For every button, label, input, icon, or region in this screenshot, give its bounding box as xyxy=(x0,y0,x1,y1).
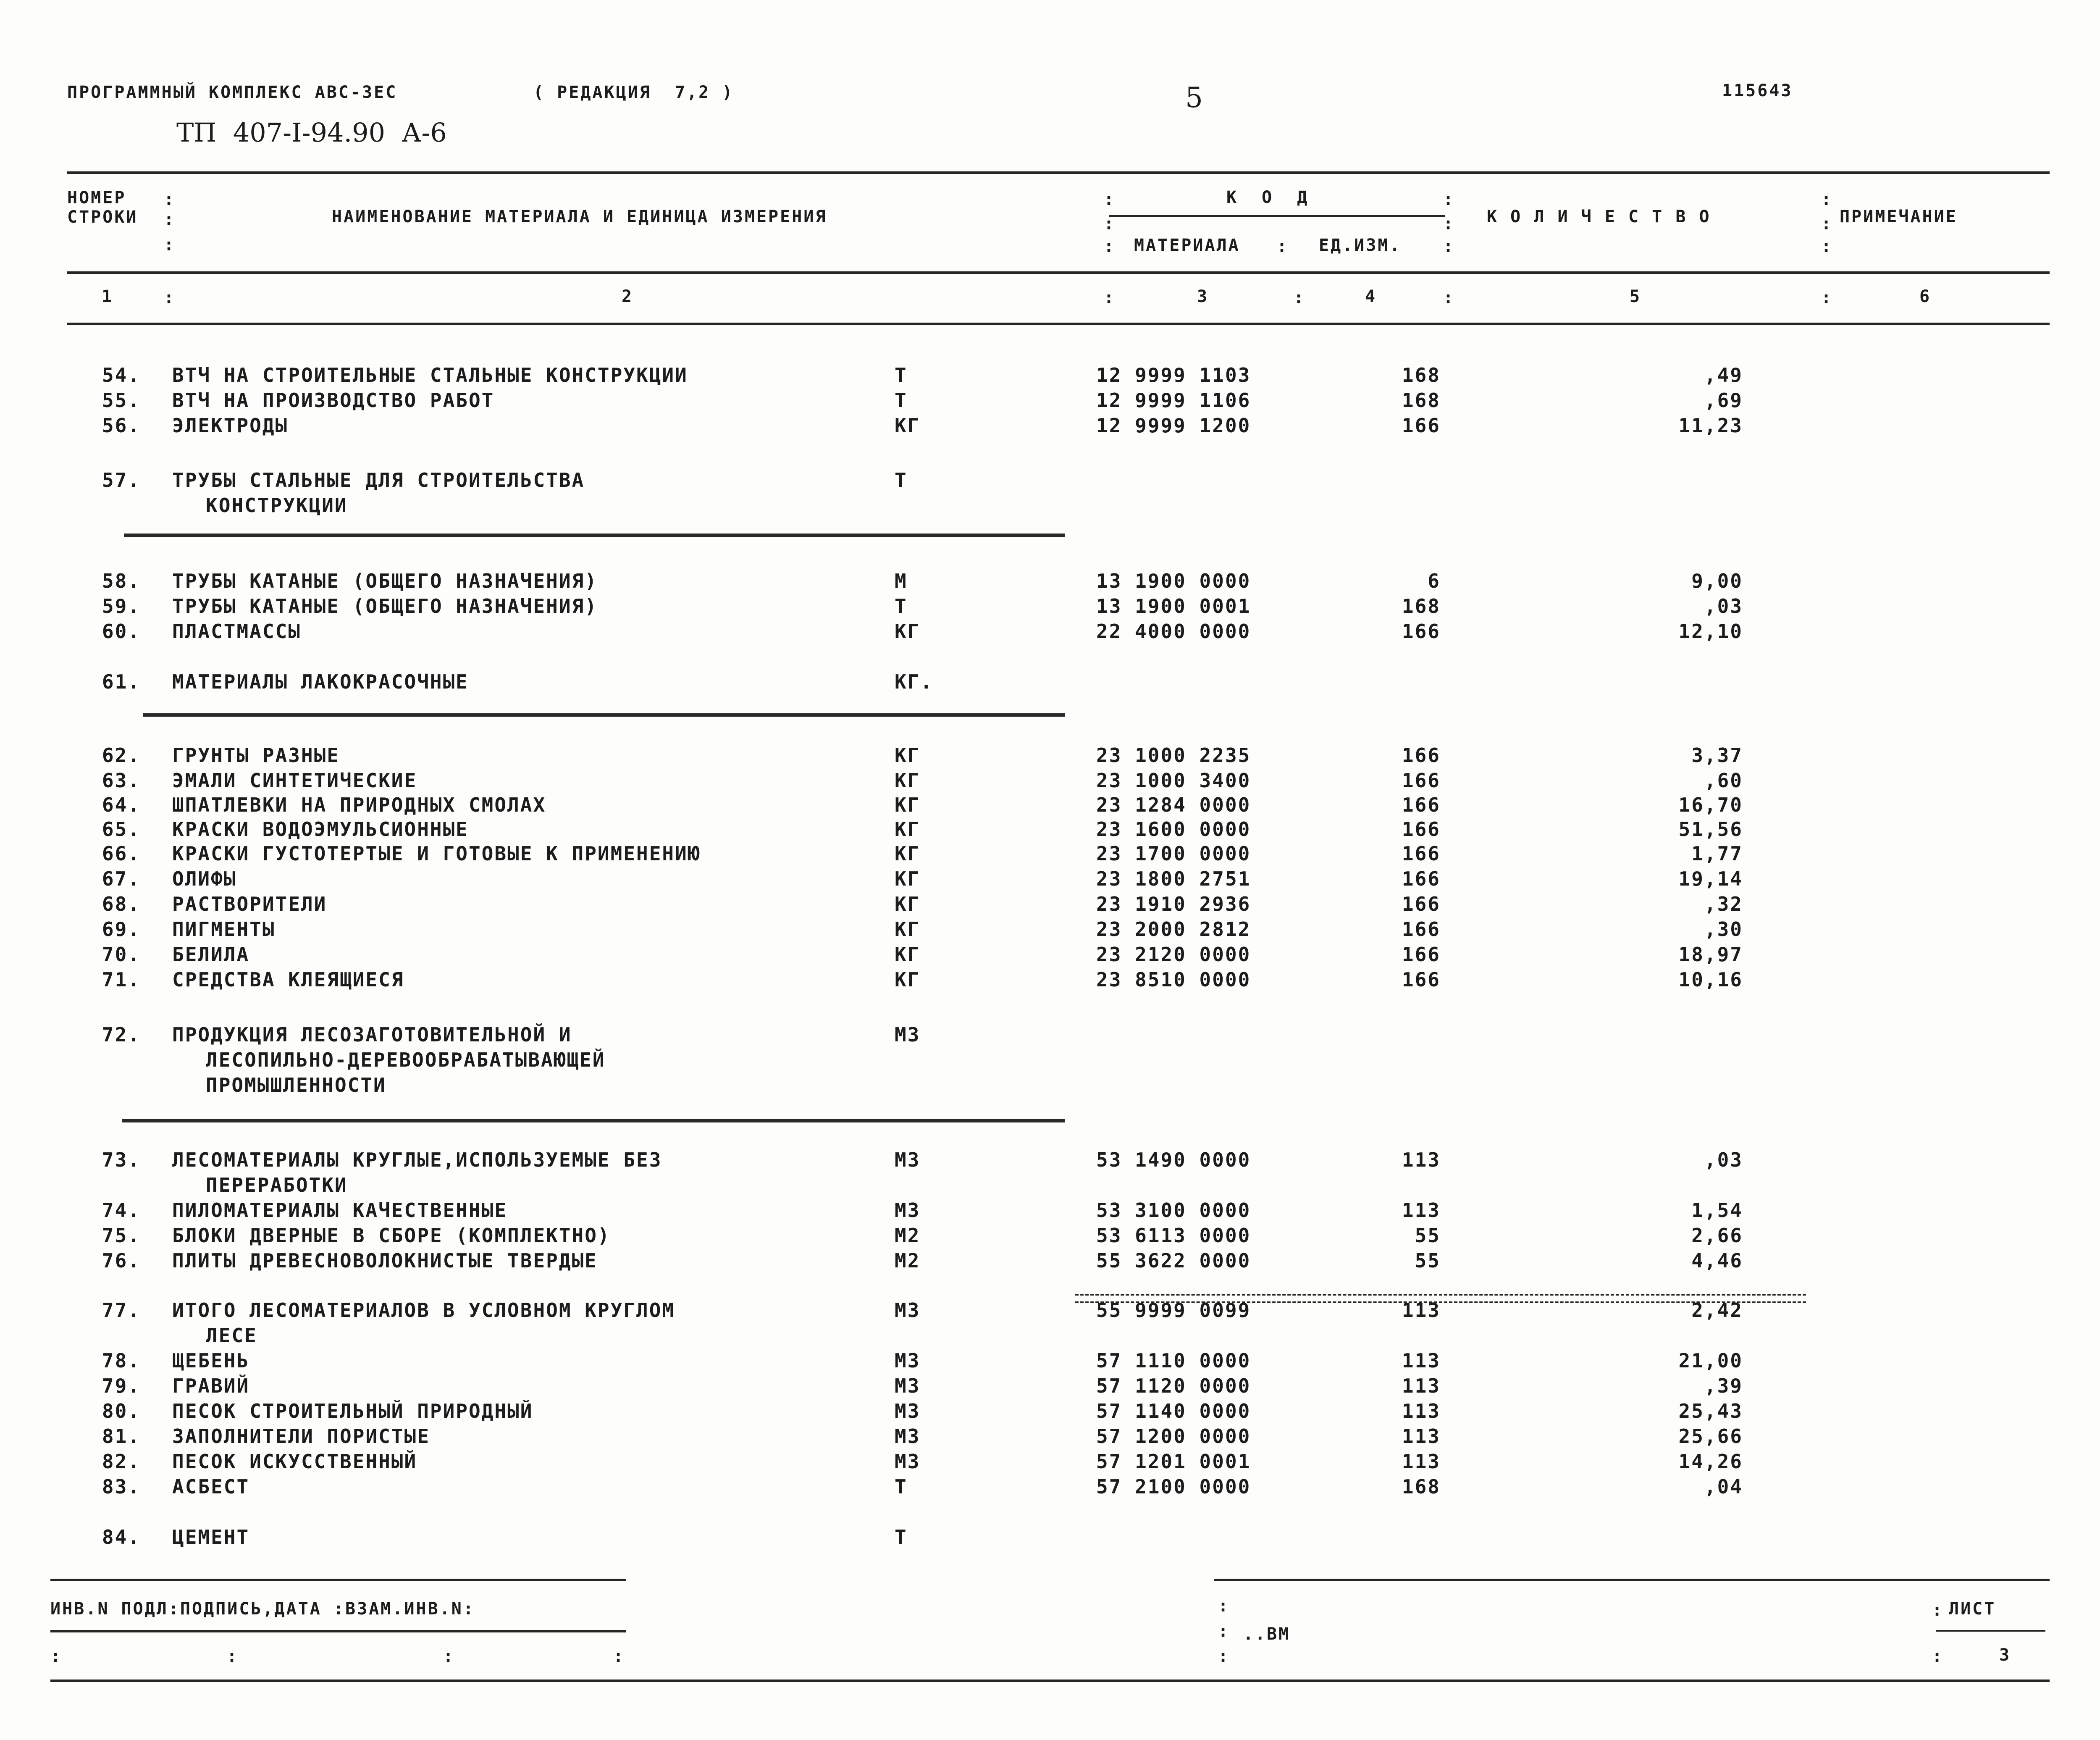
unit-code: 166 xyxy=(1402,620,1441,643)
unit-short: М3 xyxy=(895,1199,921,1222)
material-code: 23 1000 2235 xyxy=(1096,744,1251,767)
material-name: ПЛИТЫ ДРЕВЕСНОВОЛОКНИСТЫЕ ТВЕРДЫЕ xyxy=(172,1249,598,1272)
material-name: ГРУНТЫ РАЗНЫЕ xyxy=(172,744,340,767)
header-divider: : xyxy=(1821,288,1832,308)
col-note-header: ПРИМЕЧАНИЕ xyxy=(1840,207,1958,226)
quantity-value: 11,23 xyxy=(1678,414,1743,437)
quantity-value: 25,66 xyxy=(1678,1425,1743,1448)
material-code: 13 1900 0001 xyxy=(1096,595,1251,618)
material-code: 23 1284 0000 xyxy=(1096,794,1251,816)
material-code: 22 4000 0000 xyxy=(1096,620,1251,643)
material-name: КРАСКИ ВОДОЭМУЛЬСИОННЫЕ xyxy=(172,818,469,841)
unit-code: 168 xyxy=(1402,389,1441,412)
col-material-header: МАТЕРИАЛА xyxy=(1134,236,1240,255)
material-name: ЦЕМЕНТ xyxy=(172,1526,250,1548)
unit-short: М2 xyxy=(895,1249,921,1272)
row-number: 62. xyxy=(102,744,141,767)
header-divider: : xyxy=(1294,288,1304,308)
material-code: 53 3100 0000 xyxy=(1096,1199,1251,1222)
unit-code: 166 xyxy=(1402,744,1441,767)
unit-short: КГ xyxy=(895,414,921,437)
group-separator xyxy=(143,713,1065,717)
unit-short: Т xyxy=(895,469,908,492)
quantity-value: 25,43 xyxy=(1678,1400,1743,1422)
material-name: ЗАПОЛНИТЕЛИ ПОРИСТЫЕ xyxy=(172,1425,430,1448)
unit-short: М3 xyxy=(895,1425,921,1448)
header-divider: : xyxy=(1821,214,1832,234)
quantity-value: 51,56 xyxy=(1678,818,1743,841)
quantity-value: 3,37 xyxy=(1691,744,1743,767)
code-subheader-rule xyxy=(1109,215,1445,217)
vm-mark: ..ВМ xyxy=(1243,1624,1291,1644)
row-number: 75. xyxy=(102,1224,141,1247)
material-name: ОЛИФЫ xyxy=(172,867,237,890)
unit-code: 113 xyxy=(1402,1450,1441,1473)
material-name-continued: ПРОМЫШЛЕННОСТИ xyxy=(206,1074,386,1096)
row-number: 81. xyxy=(102,1425,141,1448)
footer-divider: : xyxy=(613,1647,624,1666)
row-number: 66. xyxy=(102,842,141,865)
row-number: 57. xyxy=(102,469,141,492)
unit-short: КГ. xyxy=(895,670,934,693)
material-name: ЭМАЛИ СИНТЕТИЧЕСКИЕ xyxy=(172,769,417,792)
material-code: 23 1910 2936 xyxy=(1096,893,1251,915)
header-divider: : xyxy=(1104,190,1114,209)
header-divider: : xyxy=(164,210,174,229)
quantity-value: 10,16 xyxy=(1678,968,1743,991)
unit-code: 168 xyxy=(1402,595,1441,618)
header-divider: : xyxy=(1104,288,1114,308)
material-code: 13 1900 0000 xyxy=(1096,570,1251,592)
header-divider: : xyxy=(1443,237,1454,256)
footer-divider: : xyxy=(443,1647,454,1666)
group-separator xyxy=(122,1119,1065,1122)
unit-code: 55 xyxy=(1415,1224,1441,1247)
material-name: ЛЕСОМАТЕРИАЛЫ КРУГЛЫЕ,ИСПОЛЬЗУЕМЫЕ БЕЗ xyxy=(172,1149,662,1171)
row-number: 60. xyxy=(102,620,141,643)
quantity-value: ,60 xyxy=(1704,769,1743,792)
header-divider: : xyxy=(164,190,174,209)
row-number: 61. xyxy=(102,670,141,693)
unit-short: КГ xyxy=(895,744,921,767)
material-code: 55 9999 0099 xyxy=(1096,1299,1251,1322)
row-number: 56. xyxy=(102,414,141,437)
row-number: 67. xyxy=(102,867,141,890)
header-divider: : xyxy=(1104,214,1114,234)
material-name-continued: ЛЕСОПИЛЬНО-ДЕРЕВООБРАБАТЫВАЮЩЕЙ xyxy=(206,1049,606,1071)
row-number: 77. xyxy=(102,1299,141,1322)
material-code: 57 1200 0000 xyxy=(1096,1425,1251,1448)
header-bottom-rule xyxy=(67,323,2050,325)
quantity-value: 12,10 xyxy=(1678,620,1743,643)
unit-code: 113 xyxy=(1402,1375,1441,1397)
unit-code: 113 xyxy=(1402,1400,1441,1422)
document-number: 115643 xyxy=(1722,81,1793,100)
row-number: 55. xyxy=(102,389,141,412)
col-quantity-header: К О Л И Ч Е С Т В О xyxy=(1487,207,1711,226)
unit-code: 168 xyxy=(1402,1475,1441,1498)
row-number: 82. xyxy=(102,1450,141,1473)
material-name: РАСТВОРИТЕЛИ xyxy=(172,893,327,915)
row-number: 64. xyxy=(102,794,141,816)
row-number: 79. xyxy=(102,1375,141,1397)
row-number: 80. xyxy=(102,1400,141,1422)
material-name: СРЕДСТВА КЛЕЯЩИЕСЯ xyxy=(172,968,404,991)
row-number: 78. xyxy=(102,1349,141,1372)
col-num-5: 5 xyxy=(1630,287,1642,306)
unit-short: Т xyxy=(895,389,908,412)
group-separator xyxy=(124,534,1065,537)
unit-code: 113 xyxy=(1402,1199,1441,1222)
quantity-value: ,03 xyxy=(1704,595,1743,618)
unit-code: 166 xyxy=(1402,842,1441,865)
row-number: 54. xyxy=(102,364,141,386)
unit-code: 113 xyxy=(1402,1349,1441,1372)
table-top-rule xyxy=(67,171,2050,174)
header-divider: : xyxy=(164,235,174,255)
unit-short: М3 xyxy=(895,1349,921,1372)
footer-divider: : xyxy=(1218,1596,1228,1616)
material-code: 57 1110 0000 xyxy=(1096,1349,1251,1372)
material-name-continued: КОНСТРУКЦИИ xyxy=(206,494,348,517)
project-code: ТП 407-I-94.90 А-6 xyxy=(176,117,447,148)
quantity-value: 2,42 xyxy=(1691,1299,1743,1322)
unit-code: 166 xyxy=(1402,943,1441,966)
unit-short: КГ xyxy=(895,943,921,966)
row-number: 83. xyxy=(102,1475,141,1498)
quantity-value: 19,14 xyxy=(1678,867,1743,890)
row-number: 76. xyxy=(102,1249,141,1272)
material-name: ЩЕБЕНЬ xyxy=(172,1349,250,1372)
unit-short: Т xyxy=(895,595,908,618)
footer-divider: : xyxy=(1218,1622,1228,1641)
unit-code: 166 xyxy=(1402,867,1441,890)
header-divider: : xyxy=(1821,190,1832,209)
unit-short: КГ xyxy=(895,968,921,991)
col-num-1: 1 xyxy=(102,287,114,306)
quantity-value: ,30 xyxy=(1704,918,1743,941)
unit-short: М3 xyxy=(895,1023,921,1046)
quantity-value: 18,97 xyxy=(1678,943,1743,966)
material-code: 12 9999 1106 xyxy=(1096,389,1251,412)
unit-short: КГ xyxy=(895,842,921,865)
unit-short: М3 xyxy=(895,1450,921,1473)
material-name: ПИЛОМАТЕРИАЛЫ КАЧЕСТВЕННЫЕ xyxy=(172,1199,508,1222)
header-divider: : xyxy=(1277,237,1287,256)
header-divider: : xyxy=(1821,237,1832,256)
material-name: КРАСКИ ГУСТОТЕРТЫЕ И ГОТОВЫЕ К ПРИМЕНЕНИЮ xyxy=(172,842,701,865)
quantity-value: 1,77 xyxy=(1691,842,1743,865)
unit-code: 166 xyxy=(1402,918,1441,941)
material-code: 53 6113 0000 xyxy=(1096,1224,1251,1247)
material-name: ПИГМЕНТЫ xyxy=(172,918,276,941)
row-number: 68. xyxy=(102,893,141,915)
col-num-4: 4 xyxy=(1365,287,1377,306)
material-name: ЭЛЕКТРОДЫ xyxy=(172,414,289,437)
header-mid-rule xyxy=(67,271,2050,274)
material-code: 23 2120 0000 xyxy=(1096,943,1251,966)
material-code: 23 1000 3400 xyxy=(1096,769,1251,792)
unit-short: КГ xyxy=(895,893,921,915)
col-num-6: 6 xyxy=(1919,287,1932,306)
footer-divider: : xyxy=(1932,1601,1942,1620)
material-name: БЛОКИ ДВЕРНЫЕ В СБОРЕ (КОМПЛЕКТНО) xyxy=(172,1224,611,1247)
header-divider: : xyxy=(1443,214,1454,234)
unit-code: 166 xyxy=(1402,968,1441,991)
material-code: 12 9999 1103 xyxy=(1096,364,1251,386)
program-title: ПРОГРАММНЫЙ КОМПЛЕКС АВС-3ЕС xyxy=(67,83,398,102)
quantity-value: ,69 xyxy=(1704,389,1743,412)
material-name: ИТОГО ЛЕСОМАТЕРИАЛОВ В УСЛОВНОМ КРУГЛОМ xyxy=(172,1299,675,1322)
quantity-value: ,39 xyxy=(1704,1375,1743,1397)
unit-short: М xyxy=(895,570,908,592)
material-code: 57 2100 0000 xyxy=(1096,1475,1251,1498)
row-number: 74. xyxy=(102,1199,141,1222)
unit-code: 166 xyxy=(1402,414,1441,437)
unit-code: 6 xyxy=(1428,570,1441,592)
unit-code: 113 xyxy=(1402,1299,1441,1322)
col-row-number-header: НОМЕР СТРОКИ xyxy=(67,188,138,227)
quantity-value: ,03 xyxy=(1704,1149,1743,1171)
unit-short: М3 xyxy=(895,1149,921,1171)
unit-short: КГ xyxy=(895,818,921,841)
row-number: 70. xyxy=(102,943,141,966)
unit-short: КГ xyxy=(895,794,921,816)
material-code: 23 8510 0000 xyxy=(1096,968,1251,991)
row-number: 63. xyxy=(102,769,141,792)
header-divider: : xyxy=(1443,190,1454,209)
sheet-number: 3 xyxy=(1999,1645,2011,1665)
sheet-label: ЛИСТ xyxy=(1949,1599,1996,1619)
material-code: 53 1490 0000 xyxy=(1096,1149,1251,1171)
footer-divider: : xyxy=(50,1647,61,1666)
quantity-value: 14,26 xyxy=(1678,1450,1743,1473)
unit-short: М3 xyxy=(895,1400,921,1422)
unit-short: М2 xyxy=(895,1224,921,1247)
material-name: ПЕСОК ИСКУССТВЕННЫЙ xyxy=(172,1450,417,1473)
material-name: ПЕСОК СТРОИТЕЛЬНЫЙ ПРИРОДНЫЙ xyxy=(172,1400,533,1422)
row-number: 84. xyxy=(102,1526,141,1548)
material-code: 57 1201 0001 xyxy=(1096,1450,1251,1473)
edition-label: ( РЕДАКЦИЯ 7,2 ) xyxy=(533,83,734,102)
sheet-box-rule xyxy=(1936,1630,2045,1632)
unit-short: КГ xyxy=(895,918,921,941)
unit-code: 168 xyxy=(1402,364,1441,386)
quantity-value: ,04 xyxy=(1704,1475,1743,1498)
quantity-value: 9,00 xyxy=(1691,570,1743,592)
material-name: АСБЕСТ xyxy=(172,1475,250,1498)
row-number: 69. xyxy=(102,918,141,941)
footer-divider: : xyxy=(1218,1647,1228,1666)
unit-short: КГ xyxy=(895,620,921,643)
material-code: 23 1700 0000 xyxy=(1096,842,1251,865)
material-name: ВТЧ НА СТРОИТЕЛЬНЫЕ СТАЛЬНЫЕ КОНСТРУКЦИИ xyxy=(172,364,688,386)
unit-code: 55 xyxy=(1415,1249,1441,1272)
col-num-2: 2 xyxy=(622,287,634,306)
material-name: БЕЛИЛА xyxy=(172,943,250,966)
row-number: 71. xyxy=(102,968,141,991)
unit-short: Т xyxy=(895,1526,908,1548)
quantity-value: 1,54 xyxy=(1691,1199,1743,1222)
material-code: 57 1120 0000 xyxy=(1096,1375,1251,1397)
col-unit-header: ЕД.ИЗМ. xyxy=(1319,236,1402,255)
footer-divider: : xyxy=(1932,1647,1942,1666)
col-code-header: К О Д xyxy=(1226,188,1315,207)
material-name: МАТЕРИАЛЫ ЛАКОКРАСОЧНЫЕ xyxy=(172,670,469,693)
row-number: 59. xyxy=(102,595,141,618)
unit-code: 113 xyxy=(1402,1425,1441,1448)
unit-short: М3 xyxy=(895,1299,921,1322)
row-number: 65. xyxy=(102,818,141,841)
col-num-3: 3 xyxy=(1197,287,1209,306)
quantity-value: ,49 xyxy=(1704,364,1743,386)
footer-right-rule xyxy=(1214,1579,2050,1581)
unit-code: 166 xyxy=(1402,769,1441,792)
footer-bottom-rule xyxy=(50,1680,2050,1682)
material-name: ТРУБЫ СТАЛЬНЫЕ ДЛЯ СТРОИТЕЛЬСТВА xyxy=(172,469,585,492)
material-name: ГРАВИЙ xyxy=(172,1375,250,1397)
header-divider: : xyxy=(164,288,174,308)
unit-code: 166 xyxy=(1402,893,1441,915)
signature-row: ИНВ.N ПОДЛ:ПОДПИСЬ,ДАТА :ВЗАМ.ИНВ.N: xyxy=(50,1599,475,1619)
header-divider: : xyxy=(1443,288,1454,308)
material-code: 57 1140 0000 xyxy=(1096,1400,1251,1422)
quantity-value: 21,00 xyxy=(1678,1349,1743,1372)
material-code: 23 1800 2751 xyxy=(1096,867,1251,890)
material-name: ПРОДУКЦИЯ ЛЕСОЗАГОТОВИТЕЛЬНОЙ И xyxy=(172,1023,572,1046)
material-name: ВТЧ НА ПРОИЗВОДСТВО РАБОТ xyxy=(172,389,495,412)
material-name-continued: ЛЕСЕ xyxy=(206,1324,257,1347)
col-name-header: НАИМЕНОВАНИЕ МАТЕРИАЛА И ЕДИНИЦА ИЗМЕРЕНИЯ xyxy=(332,207,827,226)
material-name: ТРУБЫ КАТАНЫЕ (ОБЩЕГО НАЗНАЧЕНИЯ) xyxy=(172,570,598,592)
unit-short: КГ xyxy=(895,867,921,890)
unit-code: 166 xyxy=(1402,794,1441,816)
unit-short: КГ xyxy=(895,769,921,792)
quantity-value: ,32 xyxy=(1704,893,1743,915)
unit-code: 113 xyxy=(1402,1149,1441,1171)
unit-code: 166 xyxy=(1402,818,1441,841)
material-name-continued: ПЕРЕРАБОТКИ xyxy=(206,1174,348,1196)
row-number: 72. xyxy=(102,1023,141,1046)
footer-left-mid-rule xyxy=(50,1630,626,1632)
material-name: ПЛАСТМАССЫ xyxy=(172,620,301,643)
unit-short: М3 xyxy=(895,1375,921,1397)
quantity-value: 4,46 xyxy=(1691,1249,1743,1272)
material-code: 55 3622 0000 xyxy=(1096,1249,1251,1272)
quantity-value: 16,70 xyxy=(1678,794,1743,816)
material-code: 12 9999 1200 xyxy=(1096,414,1251,437)
footer-left-rule xyxy=(50,1579,626,1581)
material-name: ТРУБЫ КАТАНЫЕ (ОБЩЕГО НАЗНАЧЕНИЯ) xyxy=(172,595,598,618)
header-divider: : xyxy=(1104,237,1114,256)
row-number: 58. xyxy=(102,570,141,592)
unit-short: Т xyxy=(895,364,908,386)
unit-short: Т xyxy=(895,1475,908,1498)
footer-divider: : xyxy=(227,1647,237,1666)
material-code: 23 2000 2812 xyxy=(1096,918,1251,941)
quantity-value: 2,66 xyxy=(1691,1224,1743,1247)
material-code: 23 1600 0000 xyxy=(1096,818,1251,841)
page-number: 5 xyxy=(1185,81,1203,114)
row-number: 73. xyxy=(102,1149,141,1171)
material-name: ШПАТЛЕВКИ НА ПРИРОДНЫХ СМОЛАХ xyxy=(172,794,546,816)
